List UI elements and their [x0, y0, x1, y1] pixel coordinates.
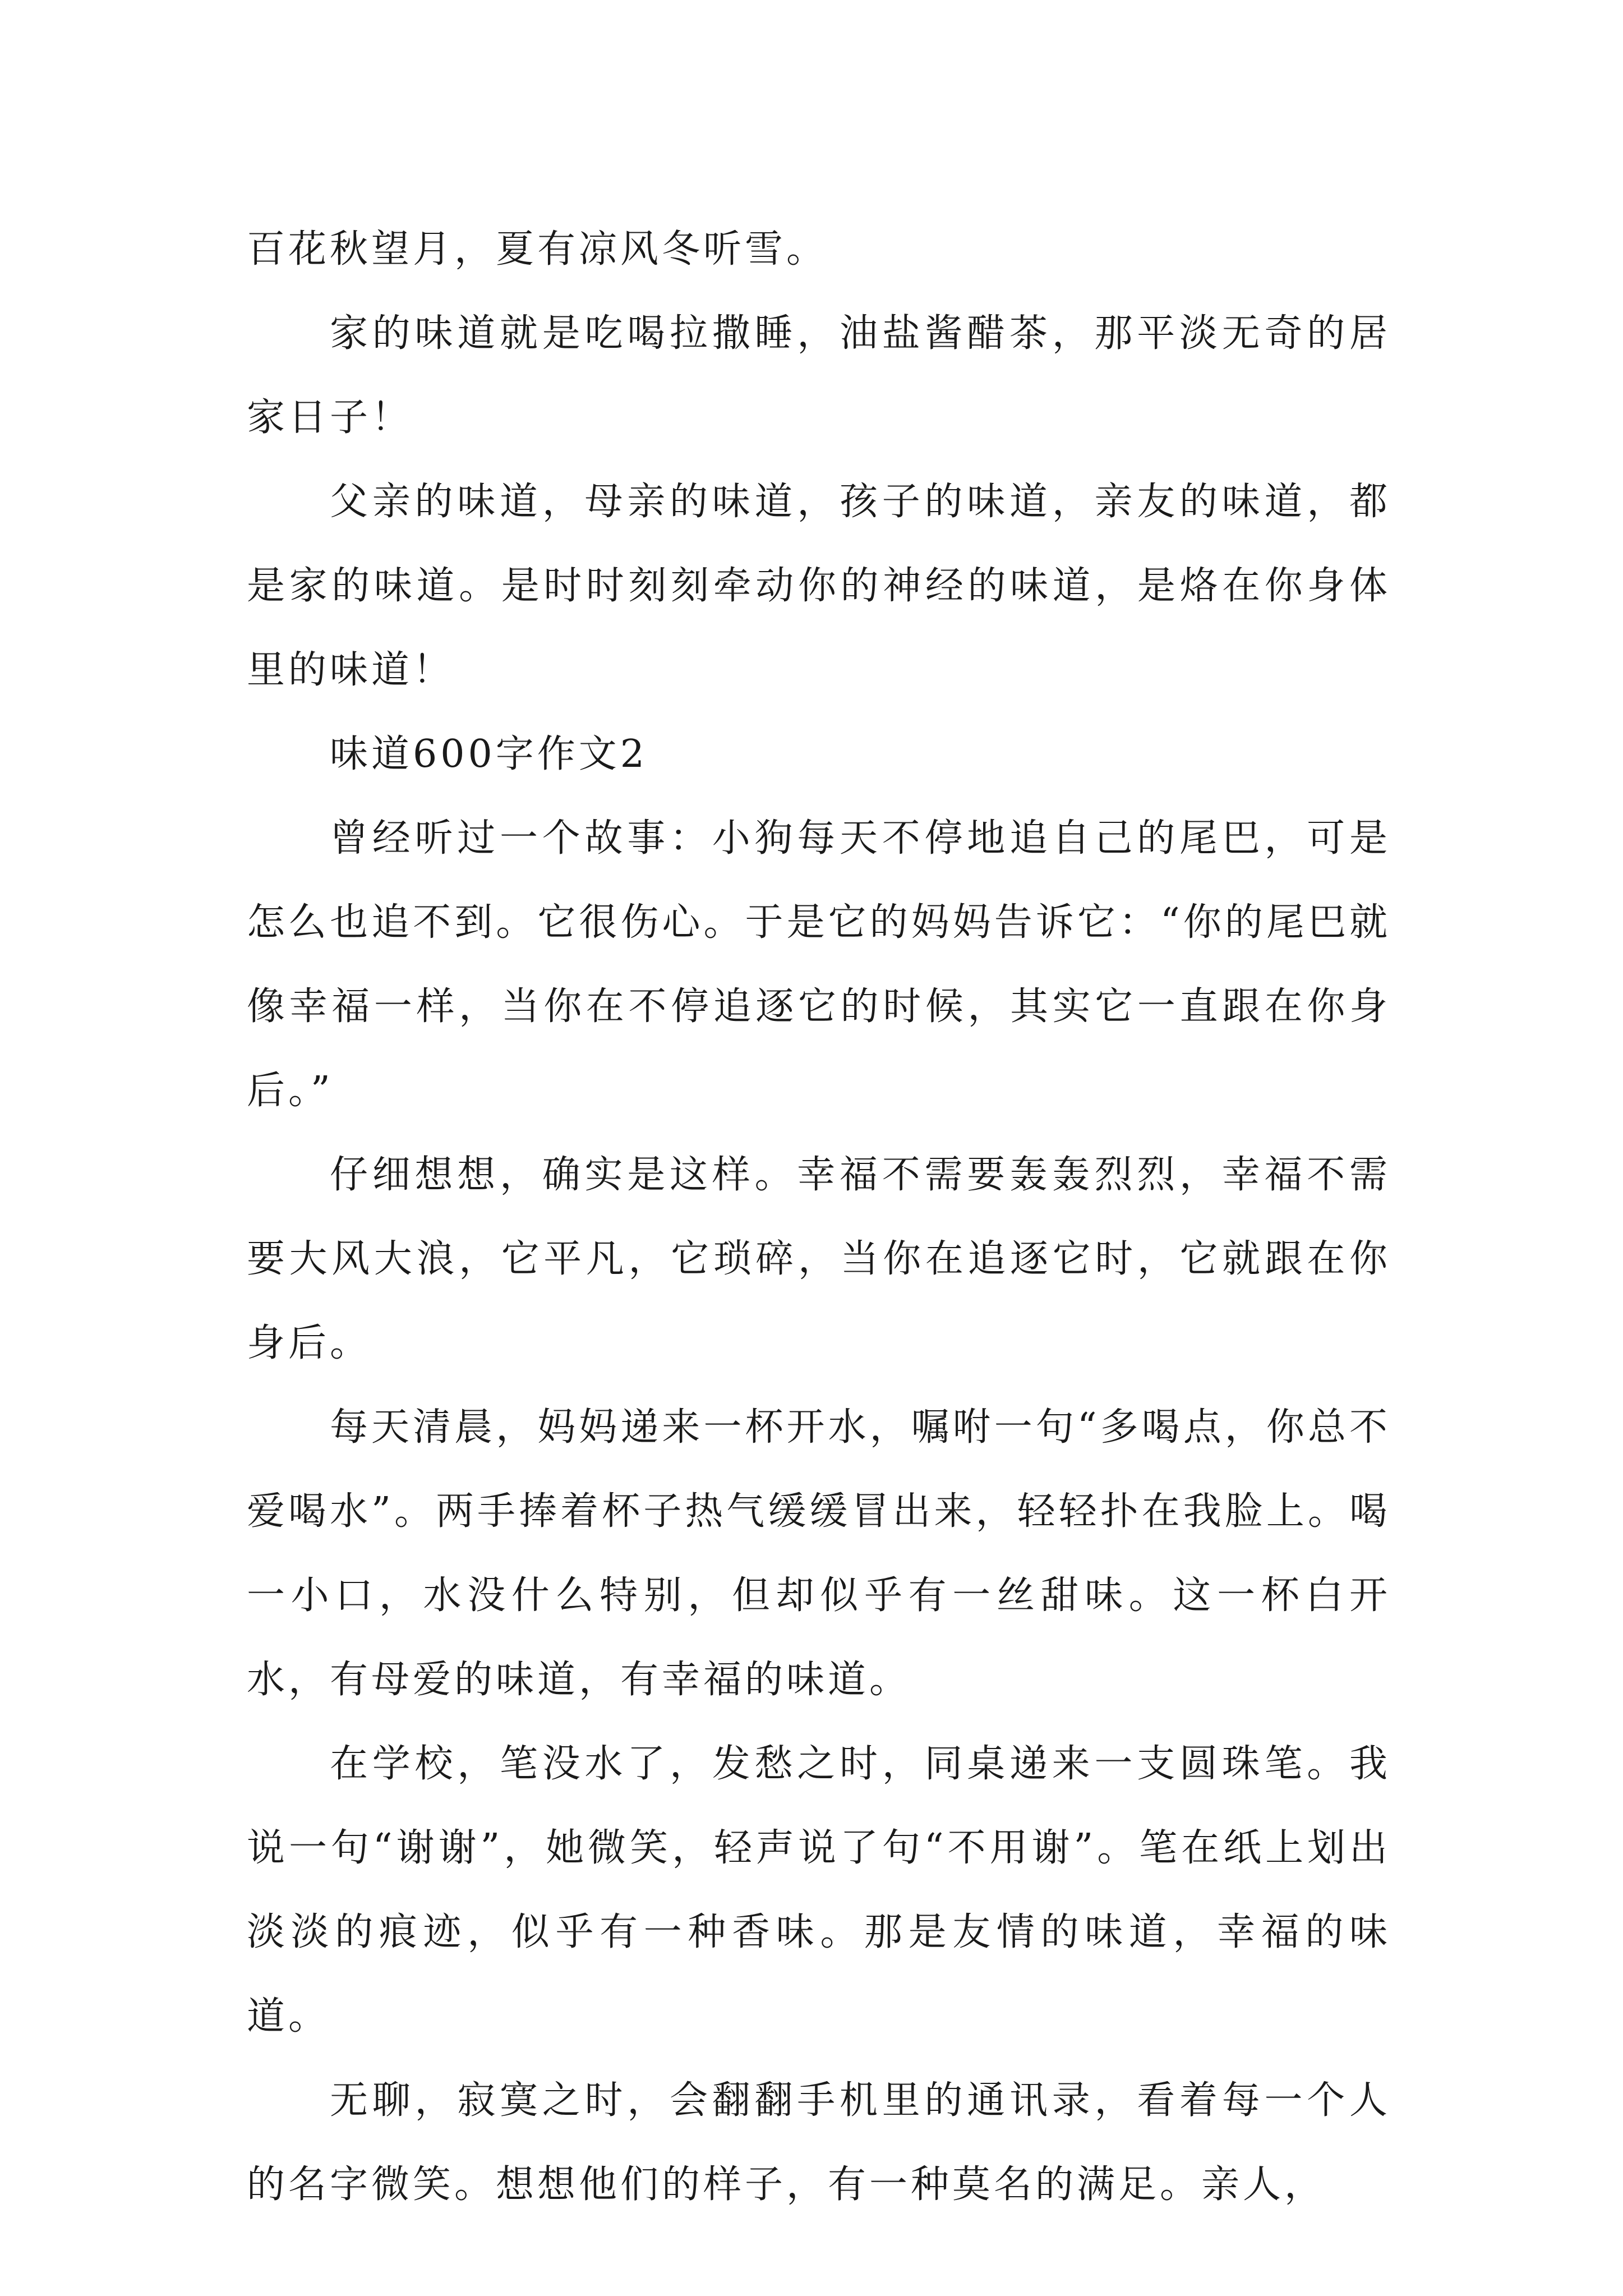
paragraph: 百花秋望月，夏有凉风冬听雪。 — [247, 227, 828, 272]
document-body — [247, 208, 1391, 2227]
paragraph: 仔细想想，确实是这样。幸福不需要轰轰烈烈，幸福不需要大风大浪，它平凡，它琐碎，当你在追逐它时，它就跟在你身后。 — [247, 1153, 1391, 1365]
paragraph: 家的味道就是吃喝拉撒睡，油盐酱醋茶，那平淡无奇的居家日子！ — [247, 311, 1391, 440]
paragraph: 在学校，笔没水了，发愁之时，同桌递来一支圆珠笔。我说一句“谢谢”，她微笑，轻声说了句“不用谢”。笔在纸上划出淡淡的痕迹，似乎有一种香味。那是友情的味道，幸福的味道。 — [247, 1742, 1391, 2039]
paragraph: 每天清晨，妈妈递来一杯开水，嘱咐一句“多喝点，你总不爱喝水”。两手捧着杯子热气缓缓冒出来，轻轻扑在我脸上。喝一小口，水没什么特别，但却似乎有一丝甜味。这一杯白开水，有母爱的味道，有幸福的味道。 — [247, 1405, 1391, 1702]
paragraph: 曾经听过一个故事：小狗每天不停地追自己的尾巴，可是怎么也追不到。它很伤心。于是它的妈妈告诉它：“你的尾巴就像幸福一样，当你在不停追逐它的时候，其实它一直跟在你身后。” — [247, 816, 1391, 1113]
section-heading: 味道600字作文2 — [330, 732, 648, 776]
paragraph: 无聊，寂寞之时，会翻翻手机里的通讯录，看着每一个人的名字微笑。想想他们的样子，有一种莫名的满足。亲人， — [247, 2078, 1391, 2207]
paragraph: 父亲的味道，母亲的味道，孩子的味道，亲友的味道，都是家的味道。是时时刻刻牵动你的神经的味道，是烙在你身体里的味道！ — [247, 480, 1391, 692]
